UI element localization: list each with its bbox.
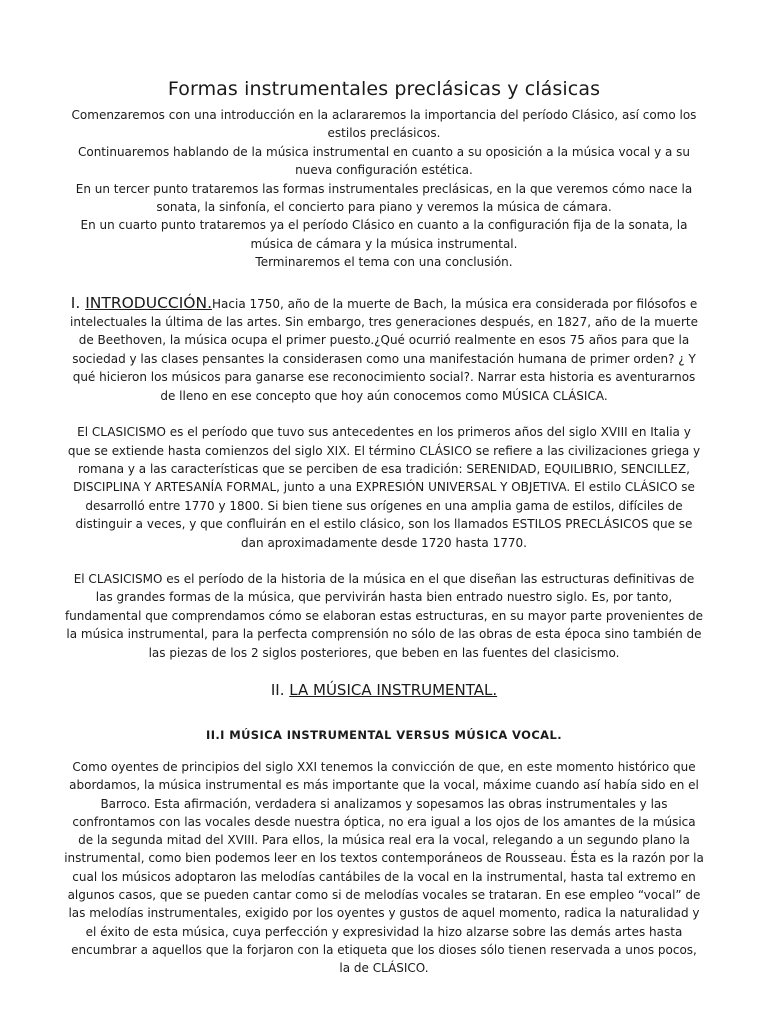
section-2-subheading: II.I MÚSICA INSTRUMENTAL VERSUS MÚSICA VOCAL. — [206, 727, 562, 742]
section-1-heading: INTRODUCCIÓN. — [85, 293, 213, 312]
intro-block — [64, 106, 704, 272]
intro-line-4: En un cuarto punto trataremos ya el período Clásico en cuanto a la configuración fija de la sonata, la música de cámara y la música instrumental. — [80, 218, 688, 251]
section-1-paragraph-2 — [64, 423, 704, 552]
intro-line-2: Continuaremos hablando de la música instrumental en cuanto a su oposición a la música vocal y a su nueva configuración estética. — [77, 144, 691, 178]
section-1-text-3: El CLASICISMO es el período de la historia de la música en el que diseñan las estructuras definitivas de las grandes formas de la música, que pervivirán hasta bien entrado nuestro siglo. Es, por tanto, fundamental que comprendamos cómo se elaboran estas estructuras, en su mayor parte provenientes de la música instrumental, para la perfecta comprensión no sólo de las obras de esta época sino también de las piezas de los 2 siglos posteriores, que beben en las fuentes del clasicismo. — [64, 571, 704, 660]
section-1-text-1: Hacia 1750, año de la muerte de Bach, la música era considerada por filósofos e intelectuales la última de las artes. Sin embargo, tres generaciones después, en 1827, año de la muerte de Beethoven, la música ocupa el primer puesto.¿Qué ocurrió realmente en esos 75 años para que la sociedad y las clases pensantes la considerasen como una manifestación humana de primer orden? ¿ Y qué hicieron los músicos para ganarse ese reconocimiento social?. Narrar esta historia es aventurarnos de lleno en ese concepto que hoy aún conocemos como MÚSICA CLÁSICA. — [70, 296, 698, 403]
section-2-heading-line — [64, 680, 704, 700]
section-2-number: II. — [270, 680, 290, 699]
section-2-paragraph-1 — [64, 758, 704, 978]
section-2-heading: LA MÚSICA INSTRUMENTAL. — [289, 680, 498, 699]
section-2-text-1: Como oyentes de principios del siglo XXI tenemos la convicción de que, en este momento histórico que abordamos, la música instrumental es más importante que la vocal, máxime cuando así había sido en el Barroco. Esta afirmación, verdadera si analizamos y sopesamos las obras instrumentales y las confrontamos con las vocales desde nuestra óptica, no era igual a los ojos de los amantes de la música de la segunda mitad del XVIII. Para ellos, la música real era la vocal, relegando a un segundo plano la instrumental, como bien podemos leer en los textos contemporáneos de Rousseau. Ésta es la razón por la cual los músicos adoptaron las melodías cantábiles de la vocal en la instrumental, hasta tal extremo en algunos casos, que se pueden cantar como si de melodías vocales se trataran. En ese empleo “vocal” de las melodías instrumentales, exigido por los oyentes y gustos de aquel momento, radica la naturalidad y el éxito de esta música, cuya perfección y expresividad la hizo alzarse sobre las demás artes hasta encumbrar a aquellos que la forjaron con la etiqueta que los dioses sólo tienen reservada a unos pocos, la de CLÁSICO. — [64, 759, 704, 976]
section-1-text-2: El CLASICISMO es el período que tuvo sus antecedentes en los primeros años del siglo XVIII en Italia y que se extiende hasta comienzos del siglo XIX. El término CLÁSICO se refiere a las civilizaciones griega y romana y a las características que se perciben de esa tradición: SERENIDAD, EQUILIBRIO, SENCILLEZ, DISCIPLINA Y ARTESANÍA FORMAL, junto a una EXPRESIÓN UNIVERSAL Y OBJETIVA. El estilo CLÁSICO se desarrolló entre 1770 y 1800. Si bien tiene sus orígenes en una amplia gama de estilos, difíciles de distinguir a veces, y que confluirán en el estilo clásico, son los llamados ESTILOS PRECLÁSICOS que se dan aproximadamente desde 1720 hasta 1770. — [67, 425, 701, 550]
section-1-paragraph-1 — [64, 294, 704, 405]
section-1-number: I. — [70, 293, 86, 312]
section-1-paragraph-3 — [64, 570, 704, 662]
document-title: Formas instrumentales preclásicas y clásicas — [167, 78, 601, 100]
intro-line-1: Comenzaremos con una introducción en la aclararemos la importancia del período Clásico, así como los estilos preclásicos. — [71, 108, 697, 141]
intro-line-3: En un tercer punto trataremos las formas instrumentales preclásicas, en la que veremos cómo nace la sonata, la sinfonía, el concierto para piano y veremos la música de cámara. — [75, 181, 693, 215]
intro-line-5: Terminaremos el tema con una conclusión. — [255, 255, 513, 270]
